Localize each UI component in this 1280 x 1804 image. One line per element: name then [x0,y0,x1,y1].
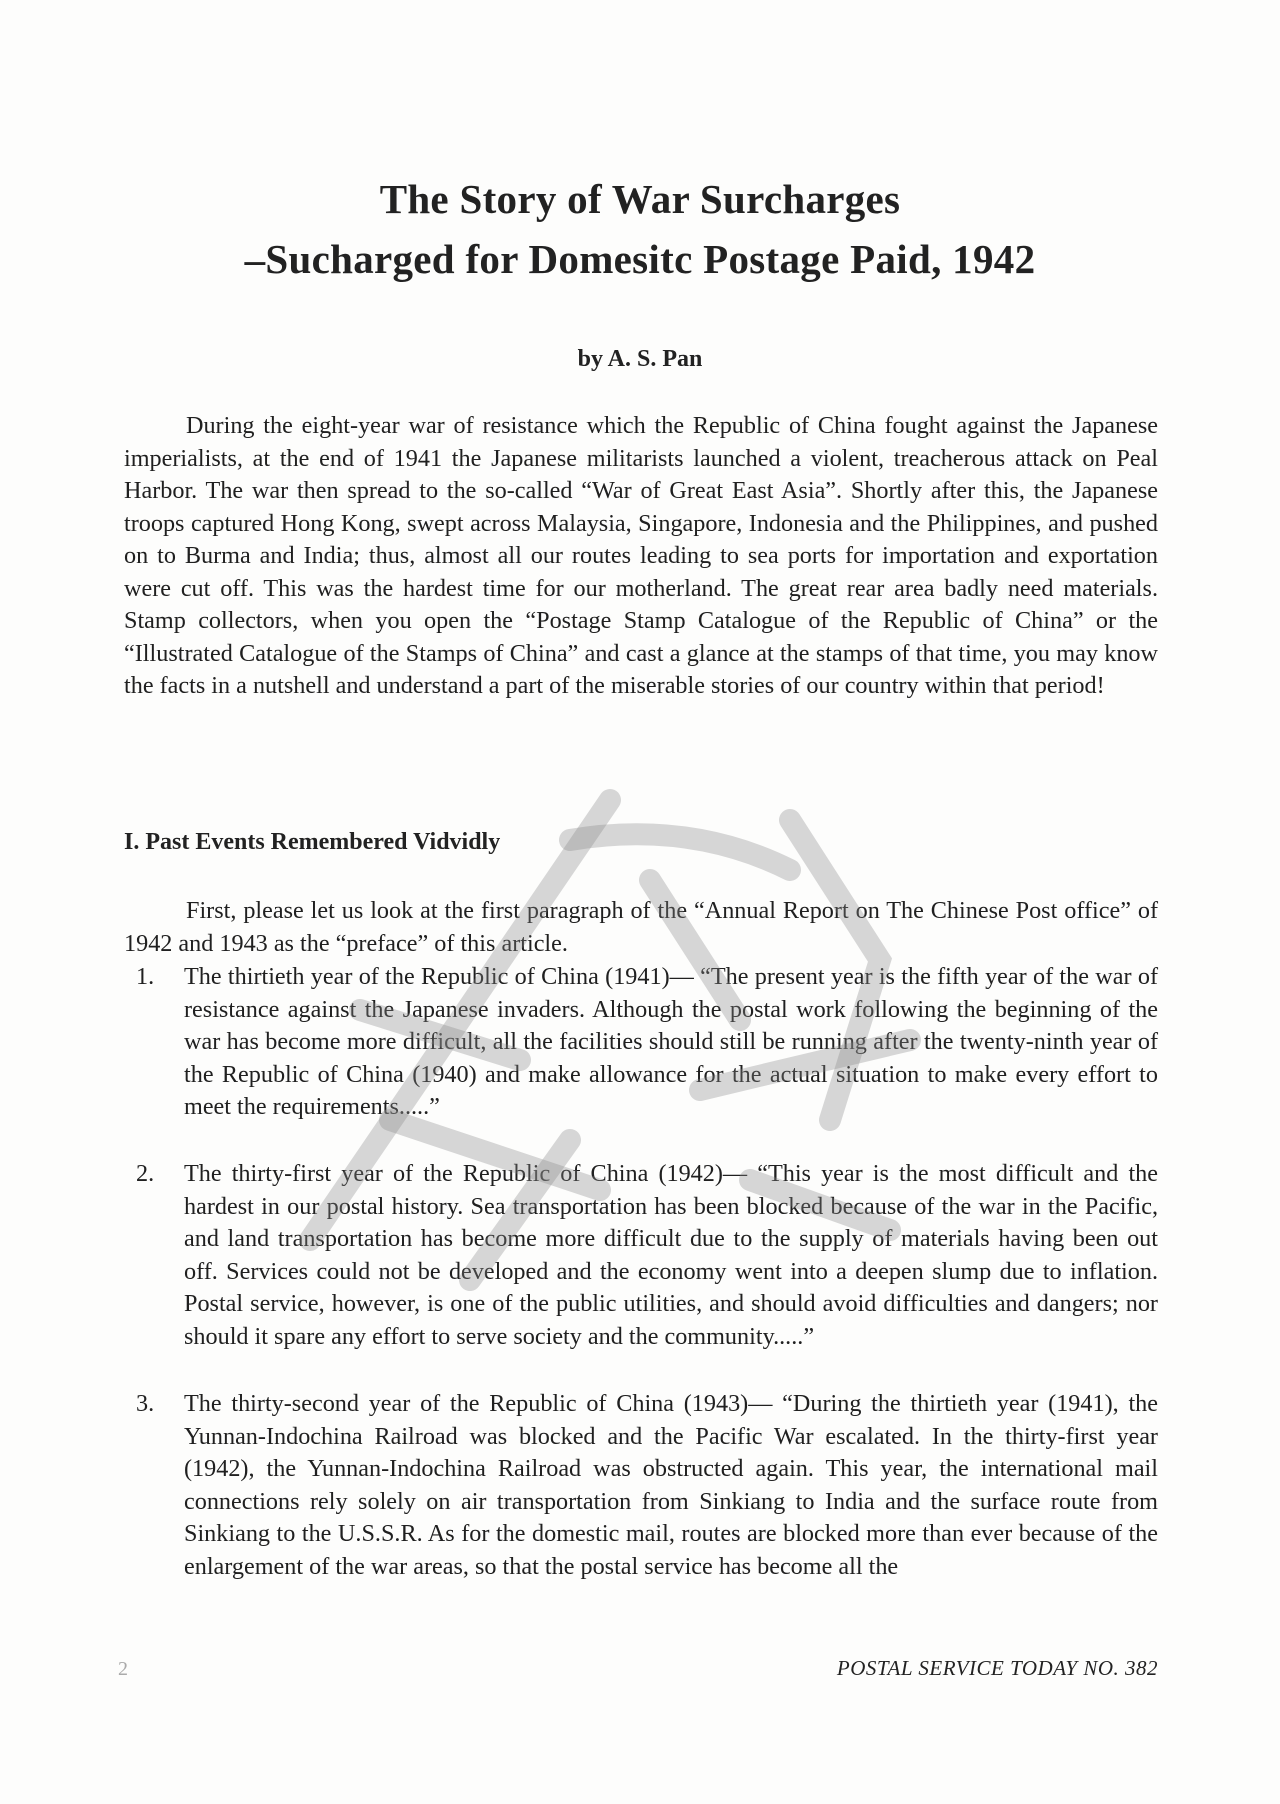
report-list-item-1-container [124,961,1158,1124]
article-title-line-1: The Story of War Surcharges [379,176,901,222]
report-list-item-2-container [124,1158,1158,1353]
list-item-text: The thirty-first year of the Republic of China (1942)— “This year is the most difficult and the hardest in our postal history. Sea transportation has been blocked because of the war in the Pacific, and land transportation has become more difficult due to the supply of materials having been out off. Services could not be developed and the economy went into a deepen slump due to inflation. Postal service, however, is one of the public utilities, and should avoid difficulties and dangers; nor should it spare any effort to serve society and the community.....” [184,1160,1158,1350]
page-number: 2 [118,1658,128,1680]
list-item-text: The thirtieth year of the Republic of China (1941)— “The present year is the fifth year of the war of resistance against the Japanese invaders. Although the postal work following the beginning of the war has become more difficult, all the facilities should still be running after the twenty-ninth year of the Republic of China (1940) and make allowance for the actual situation to make every effort to meet the requirements.....” [184,963,1158,1120]
article-title-line-2: –Sucharged for Domesitc Postage Paid, 1942 [244,236,1036,282]
list-item-text: The thirty-second year of the Republic of China (1943)— “During the thirtieth year (1941), the Yunnan-Indochina Railroad was blocked and the Pacific War escalated. In the thirty-first year (1942), the Yunnan-Indochina Railroad was obstructed again. This year, the international mail connections rely solely on air transportation from Sinkiang to India and the surface route from Sinkiang to the U.S.S.R. As for the domestic mail, routes are blocked more than ever because of the enlargement of the war areas, so that the postal service has become all the [184,1390,1158,1580]
report-list-item-3-container [124,1388,1158,1583]
list-item [124,1388,1158,1583]
section-intro-paragraph: First, please let us look at the first paragraph of the “Annual Report on The Chinese Post office” of 1942 and 1943 as the “preface” of this article. [124,897,1158,957]
list-item-number: 2. [136,1160,155,1187]
author-byline: by A. S. Pan [577,346,703,372]
list-item-number: 3. [136,1390,155,1417]
list-item-number: 1. [136,963,155,990]
section-heading: I. Past Events Remembered Vidvidly [124,829,501,855]
list-item [124,1158,1158,1353]
list-item [124,961,1158,1124]
journal-footer: POSTAL SERVICE TODAY NO. 382 [836,1656,1158,1680]
intro-paragraph: During the eight-year war of resistance which the Republic of China fought against the Japanese imperialists, at the end of 1941 the Japanese militarists launched a violent, treacherous attack on Peal Harbor. The war then spread to the so-called “War of Great East Asia”. Shortly after this, the Japanese troops captured Hong Kong, swept across Malaysia, Singapore, Indonesia and the Philippines, and pushed on to Burma and India; thus, almost all our routes leading to sea ports for importation and exportation were cut off. This was the hardest time for our motherland. The great rear area badly need materials. Stamp collectors, when you open the “Postage Stamp Catalogue of the Republic of China” or the “Illustrated Catalogue of the Stamps of China” and cast a glance at the stamps of that time, you may know the facts in a nutshell and understand a part of the miserable stories of our country within that period! [124,412,1158,699]
